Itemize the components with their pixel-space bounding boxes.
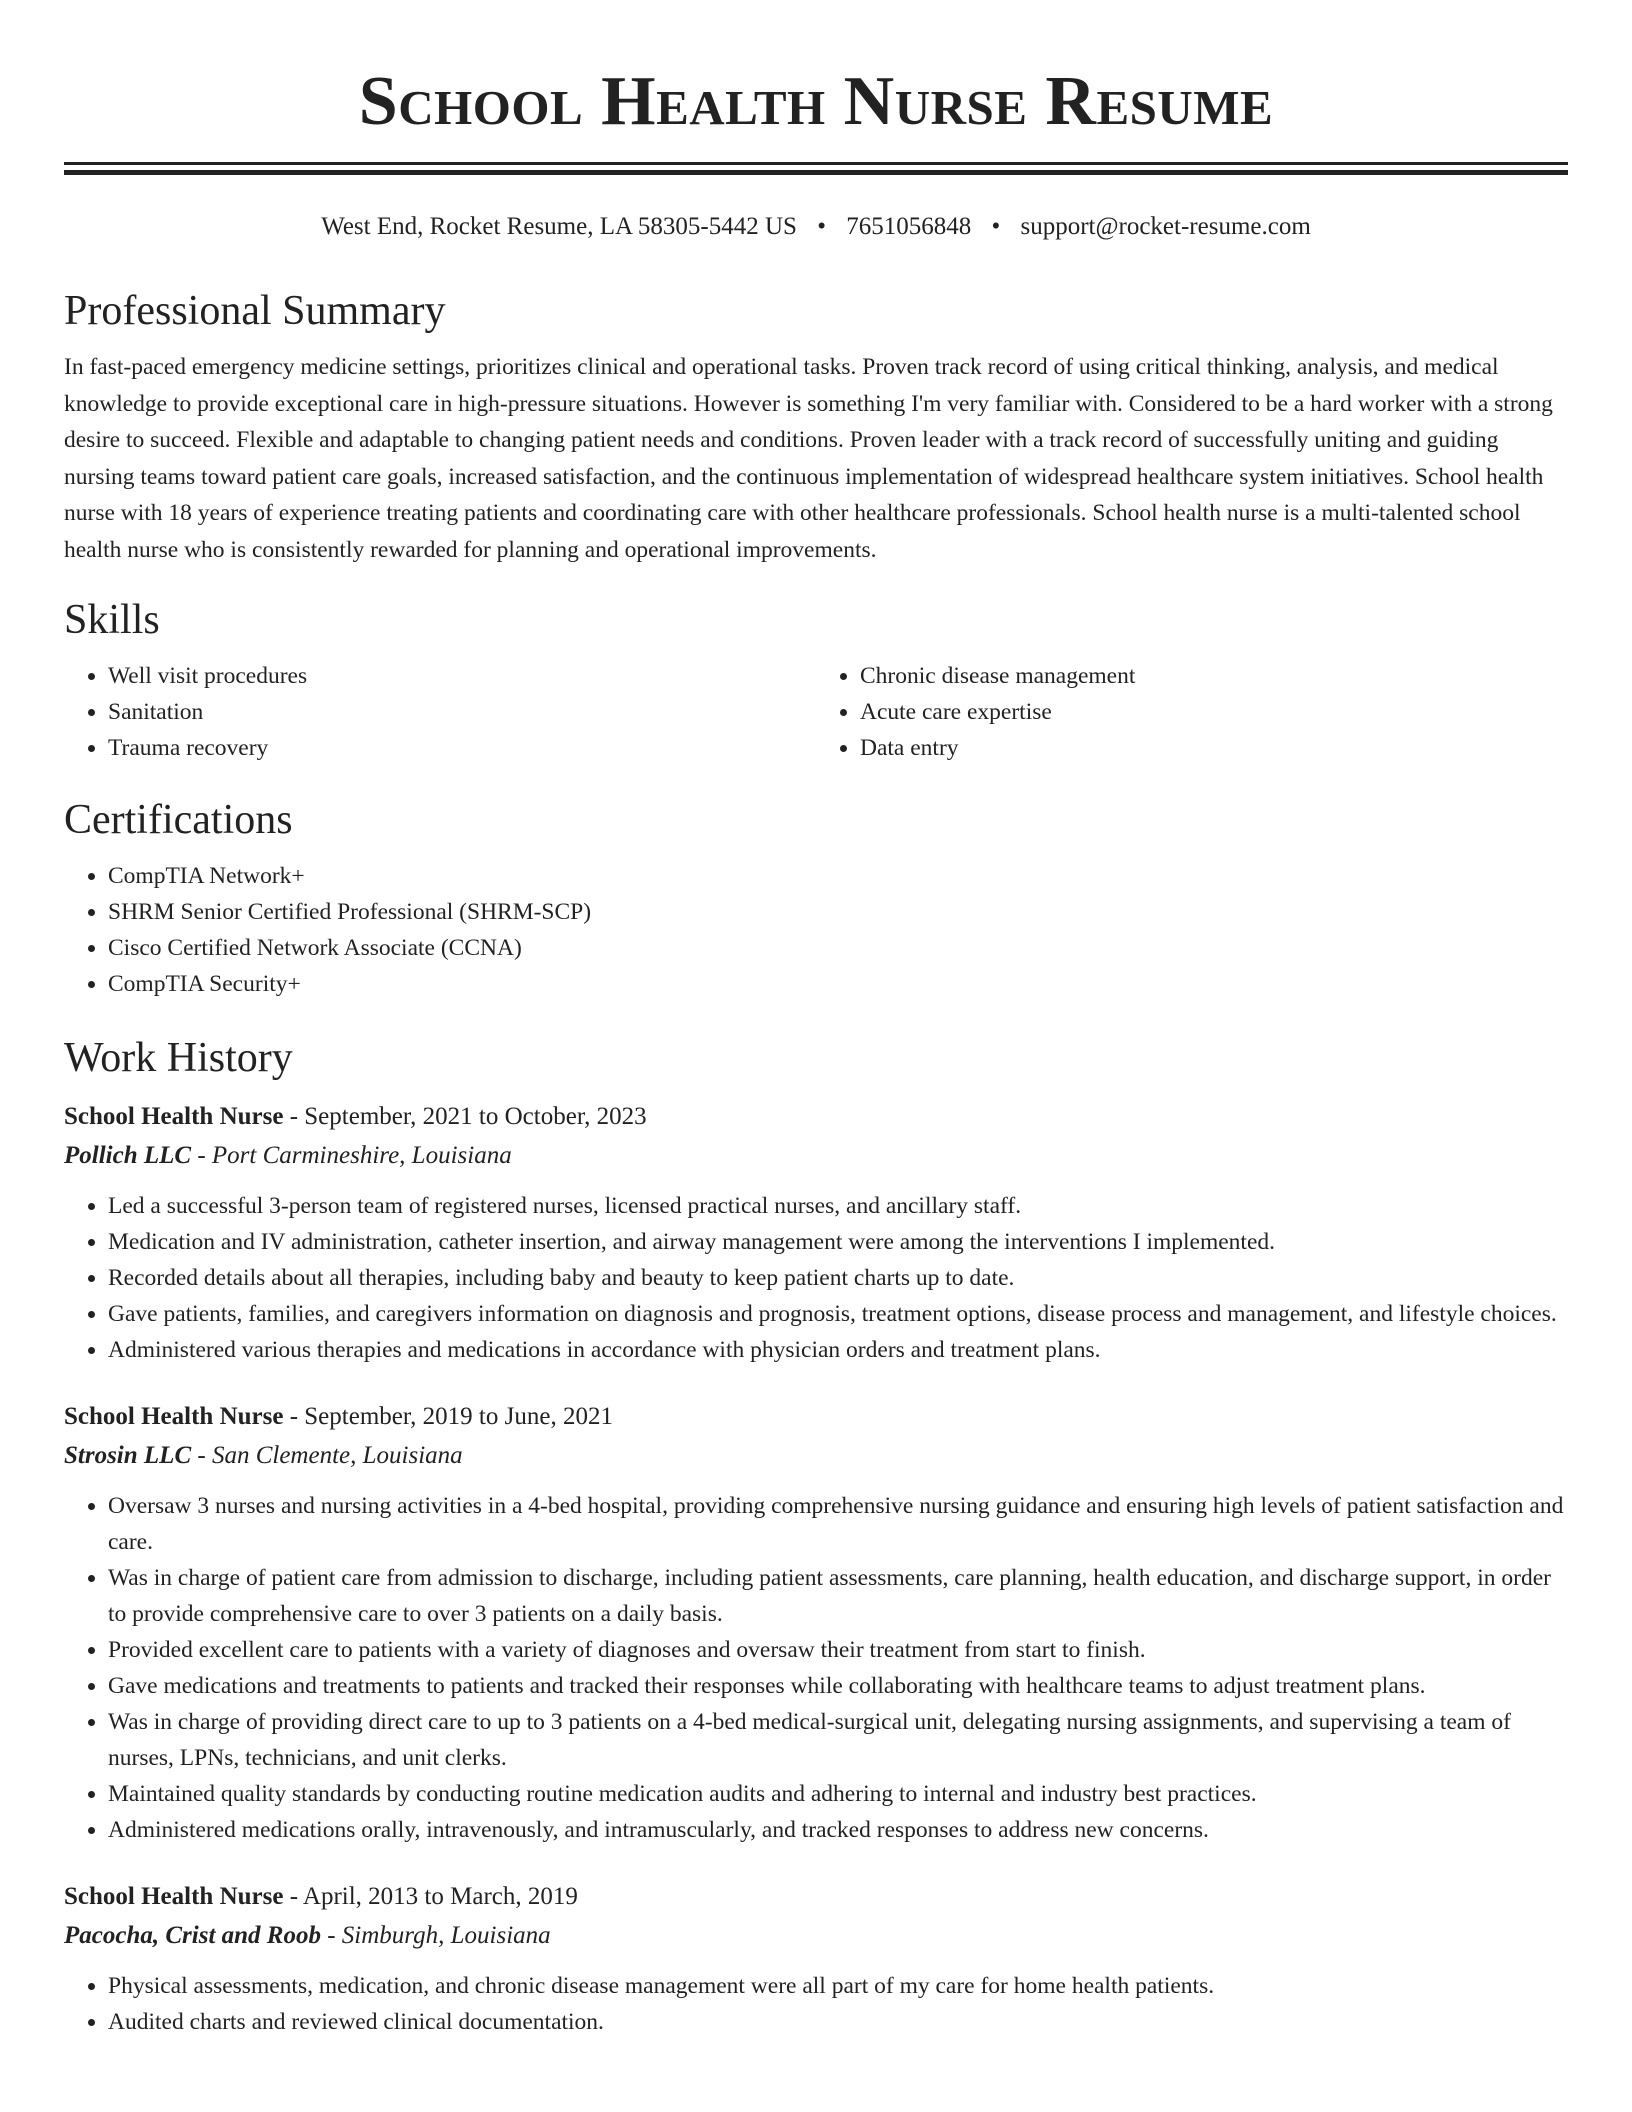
job-bullet: • Medication and IV administration, catheter insertion, and airway management were among the interventions I implemented. — [108, 1224, 1568, 1260]
contact-email: support@rocket-resume.com — [1020, 213, 1311, 240]
skills-list-right — [816, 658, 1568, 766]
skill-item: • Well visit procedures — [108, 658, 816, 694]
certifications-list — [64, 858, 1568, 1002]
job-bullet: • Physical assessments, medication, and chronic disease management were all part of my care for home health patients. — [108, 1968, 1568, 2004]
job-bullet: • Maintained quality standards by conducting routine medication audits and adhering to internal and industry best practices. — [108, 1776, 1568, 1812]
skill-item: • Data entry — [860, 730, 1568, 766]
work-history-heading: Work History — [64, 1035, 293, 1081]
summary-text: In fast-paced emergency medicine settings, prioritizes clinical and operational tasks. Proven track record of using critical thinking, analysis, and medical knowledge to provide exceptional care in high-pressure situations. However is something I'm very familiar with. Considered to be a hard worker with a strong desire to succeed. Flexible and adaptable to changing patient needs and conditions. Proven leader with a track record of successfully uniting and guiding nursing teams toward patient care goals, increased satisfaction, and the continuous implementation of widespread healthcare system initiatives. School health nurse with 18 years of experience treating patients and coordinating care with other healthcare professionals. School health nurse is a multi-talented school health nurse who is consistently rewarded for planning and operational improvements. — [64, 354, 1553, 563]
company-name: Pollich LLC — [64, 1142, 192, 1169]
job-bullets — [64, 1968, 1568, 2040]
job-title-line — [64, 1878, 1568, 1916]
company-line — [64, 1916, 1568, 1956]
certifications-heading: Certifications — [64, 797, 293, 843]
job-title: School Health Nurse — [64, 1103, 284, 1130]
company-location: - San Clemente, Louisiana — [191, 1442, 463, 1469]
job-bullet: • Was in charge of providing direct care to up to 3 patients on a 4-bed medical-surgical unit, delegating nursing assignments, and supervising a team of nurses, LPNs, technicians, and unit clerks. — [108, 1704, 1568, 1776]
company-name: Pacocha, Crist and Roob — [64, 1922, 321, 1949]
company-name: Strosin LLC — [64, 1442, 192, 1469]
job-entry — [64, 1098, 1568, 1368]
job-title: School Health Nurse — [64, 1403, 284, 1430]
contact-separator: • — [991, 213, 1001, 240]
skill-item: • Trauma recovery — [108, 730, 816, 766]
skill-item: • Chronic disease management — [860, 658, 1568, 694]
job-bullet: • Recorded details about all therapies, including baby and beauty to keep patient charts up to date. — [108, 1260, 1568, 1296]
certification-item: • CompTIA Security+ — [108, 966, 1568, 1002]
skills-grid — [64, 658, 1568, 766]
job-bullets — [64, 1488, 1568, 1848]
job-dates: - September, 2019 to June, 2021 — [283, 1403, 613, 1430]
job-dates: - September, 2021 to October, 2023 — [283, 1103, 647, 1130]
company-line — [64, 1136, 1568, 1176]
skills-heading: Skills — [64, 597, 160, 643]
company-location: - Port Carmineshire, Louisiana — [191, 1142, 512, 1169]
skill-item: • Acute care expertise — [860, 694, 1568, 730]
job-bullets — [64, 1188, 1568, 1368]
job-entry — [64, 1398, 1568, 1848]
certification-item: • SHRM Senior Certified Professional (SHRM-SCP) — [108, 894, 1568, 930]
page-title: School Health Nurse Resume — [358, 63, 1274, 140]
job-entry — [64, 1878, 1568, 2040]
job-bullet: • Audited charts and reviewed clinical documentation. — [108, 2004, 1568, 2040]
job-title-line — [64, 1398, 1568, 1436]
job-bullet: • Gave patients, families, and caregivers information on diagnosis and prognosis, treatment options, disease process and management, and lifestyle choices. — [108, 1296, 1568, 1332]
job-bullet: • Administered various therapies and medications in accordance with physician orders and treatment plans. — [108, 1332, 1568, 1368]
summary-heading: Professional Summary — [64, 288, 446, 334]
contact-line — [64, 211, 1568, 243]
job-bullet: • Administered medications orally, intravenously, and intramuscularly, and tracked responses to address new concerns. — [108, 1812, 1568, 1848]
job-title: School Health Nurse — [64, 1883, 284, 1910]
contact-address: West End, Rocket Resume, LA 58305-5442 US — [321, 213, 797, 240]
company-line — [64, 1436, 1568, 1476]
title-divider-thin — [64, 162, 1568, 165]
skills-list-left — [64, 658, 816, 766]
certification-item: • CompTIA Network+ — [108, 858, 1568, 894]
company-location: - Simburgh, Louisiana — [320, 1922, 551, 1949]
job-title-line — [64, 1098, 1568, 1136]
job-bullet: • Led a successful 3-person team of registered nurses, licensed practical nurses, and ancillary staff. — [108, 1188, 1568, 1224]
job-dates: - April, 2013 to March, 2019 — [283, 1883, 578, 1910]
contact-separator: • — [817, 213, 826, 240]
title-divider-thick — [64, 170, 1568, 175]
job-bullet: • Oversaw 3 nurses and nursing activities in a 4-bed hospital, providing comprehensive nursing guidance and ensuring high levels of patient satisfaction and care. — [108, 1488, 1568, 1560]
job-bullet: • Gave medications and treatments to patients and tracked their responses while collaborating with healthcare teams to adjust treatment plans. — [108, 1668, 1568, 1704]
job-bullet: • Was in charge of patient care from admission to discharge, including patient assessments, care planning, health education, and discharge support, in order to provide comprehensive care to over 3 patients on a daily basis. — [108, 1560, 1568, 1632]
certification-item: • Cisco Certified Network Associate (CCNA) — [108, 930, 1568, 966]
job-bullet: • Provided excellent care to patients with a variety of diagnoses and oversaw their treatment from start to finish. — [108, 1632, 1568, 1668]
contact-phone: 7651056848 — [846, 213, 972, 240]
skill-item: • Sanitation — [108, 694, 816, 730]
